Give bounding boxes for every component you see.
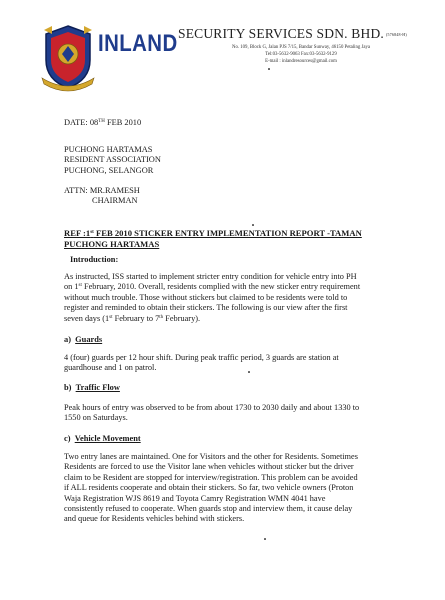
recipient-line: PUCHONG, SELANGOR bbox=[64, 165, 154, 175]
company-name bbox=[178, 26, 407, 42]
section-label: c) bbox=[64, 434, 71, 443]
paragraph-line: claim to be Resident are stopped for interview/registration. This problem can be avoided bbox=[64, 472, 358, 482]
section-title: Guards bbox=[75, 335, 103, 344]
company-name-text: SECURITY SERVICES SDN. BHD. bbox=[178, 26, 384, 41]
date-rest: FEB 2010 bbox=[104, 118, 142, 127]
inland-crest-logo bbox=[38, 22, 98, 92]
date-prefix: DATE: 08 bbox=[64, 118, 99, 127]
guards-paragraph bbox=[64, 353, 384, 374]
paragraph-line: Residents are forced to use the Visitor lane when vehicles without sticker but the driver bbox=[64, 462, 354, 472]
text-sup: th bbox=[159, 314, 164, 320]
company-registration: (576848-H) bbox=[385, 32, 407, 38]
paragraph-line: 4 (four) guards per 12 hour shift. During peak traffic period, 3 guards are station at bbox=[64, 353, 339, 362]
text-run: February to 7 bbox=[112, 313, 160, 323]
attn-line: ATTN: MR.RAMESH bbox=[64, 186, 140, 195]
address-line: No. 109, Block G, Jalan PJS 7/15, Bandar Sunway, 46150 Petaling Jaya bbox=[232, 45, 370, 50]
paragraph-line: Peak hours of entry was observed to be from about 1730 to 2030 daily and about 1330 to bbox=[64, 403, 360, 412]
ref-prefix: REF :1 bbox=[64, 228, 91, 238]
paragraph-line: and queue for Residents vehicles behind with stickers. bbox=[64, 514, 245, 524]
introduction-paragraph bbox=[64, 272, 384, 324]
text-run: on 1 bbox=[64, 282, 79, 292]
paragraph-line: Two entry lanes are maintained. One for Visitors and the other for Residents. Sometimes bbox=[64, 452, 358, 461]
paragraph-line: register and reminded to obtain their stickers. The following is our view after the first bbox=[64, 303, 348, 313]
guards-heading bbox=[64, 335, 102, 344]
ref-line-1 bbox=[64, 228, 362, 239]
recipient-block bbox=[64, 145, 161, 176]
section-title: Vehicle Movement bbox=[74, 434, 141, 443]
letter-date bbox=[64, 118, 141, 129]
paragraph-line: guardhouse and 1 on patrol. bbox=[64, 363, 157, 373]
paragraph-line: consistently refused to cooperate. When guards stop and interview them, it cause delay bbox=[64, 504, 353, 514]
paragraph-line: without much trouble. Those without stickers but claimed to be residents were told to bbox=[64, 292, 348, 302]
paragraph-line: if ALL residents cooperate and obtain their stickers. So far, two vehicle owners (Proton bbox=[64, 483, 354, 493]
scan-speck bbox=[252, 224, 254, 226]
attention-block bbox=[64, 186, 140, 207]
company-address bbox=[196, 44, 406, 65]
text-run: seven days (1 bbox=[64, 313, 110, 323]
scan-speck bbox=[264, 538, 266, 540]
ref-sup: st bbox=[90, 230, 94, 235]
attn-title: CHAIRMAN bbox=[92, 196, 138, 206]
vehicle-paragraph bbox=[64, 452, 384, 525]
vehicle-heading bbox=[64, 434, 141, 443]
paragraph-line bbox=[64, 282, 384, 292]
ref-rest: FEB 2010 STICKER ENTRY IMPLEMENTATION REPORT -TAMAN bbox=[93, 228, 362, 238]
paragraph-line: As instructed, ISS started to implement stricter entry condition for vehicle entry into PH bbox=[64, 272, 357, 281]
paragraph-line: Waja Registration WJS 8619 and Toyota Camry Registration WMN 4041 have bbox=[64, 493, 326, 503]
section-title: Traffic Flow bbox=[75, 383, 120, 392]
reference-subject bbox=[64, 228, 362, 249]
ref-line-2: PUCHONG HARTAMAS bbox=[64, 238, 160, 249]
scan-speck bbox=[268, 68, 270, 70]
text-sup: st bbox=[109, 314, 113, 320]
traffic-heading bbox=[64, 383, 120, 392]
recipient-line: PUCHONG HARTAMAS bbox=[64, 145, 153, 154]
paragraph-line bbox=[64, 314, 384, 324]
paragraph-line: 1550 on Saturdays. bbox=[64, 413, 128, 423]
contact-line: Tel:03-5632-9063 Fax:03-5632-9129 bbox=[265, 52, 337, 57]
section-label: b) bbox=[64, 383, 72, 392]
traffic-paragraph bbox=[64, 403, 384, 424]
introduction-heading: Introduction: bbox=[70, 255, 119, 264]
recipient-line: RESIDENT ASSOCIATION bbox=[64, 155, 161, 165]
email-line: E-mail : inlandresources@gmail.com bbox=[265, 59, 337, 64]
date-suffix-sup: TH bbox=[98, 119, 105, 124]
scan-speck bbox=[248, 371, 250, 373]
text-run: February). bbox=[163, 313, 201, 323]
text-sup: st bbox=[78, 283, 82, 289]
section-label: a) bbox=[64, 335, 71, 344]
text-run: February, 2010. Overall, residents complied with the new sticker entry requirement bbox=[81, 282, 361, 292]
brand-wordmark: INLAND bbox=[98, 30, 178, 57]
